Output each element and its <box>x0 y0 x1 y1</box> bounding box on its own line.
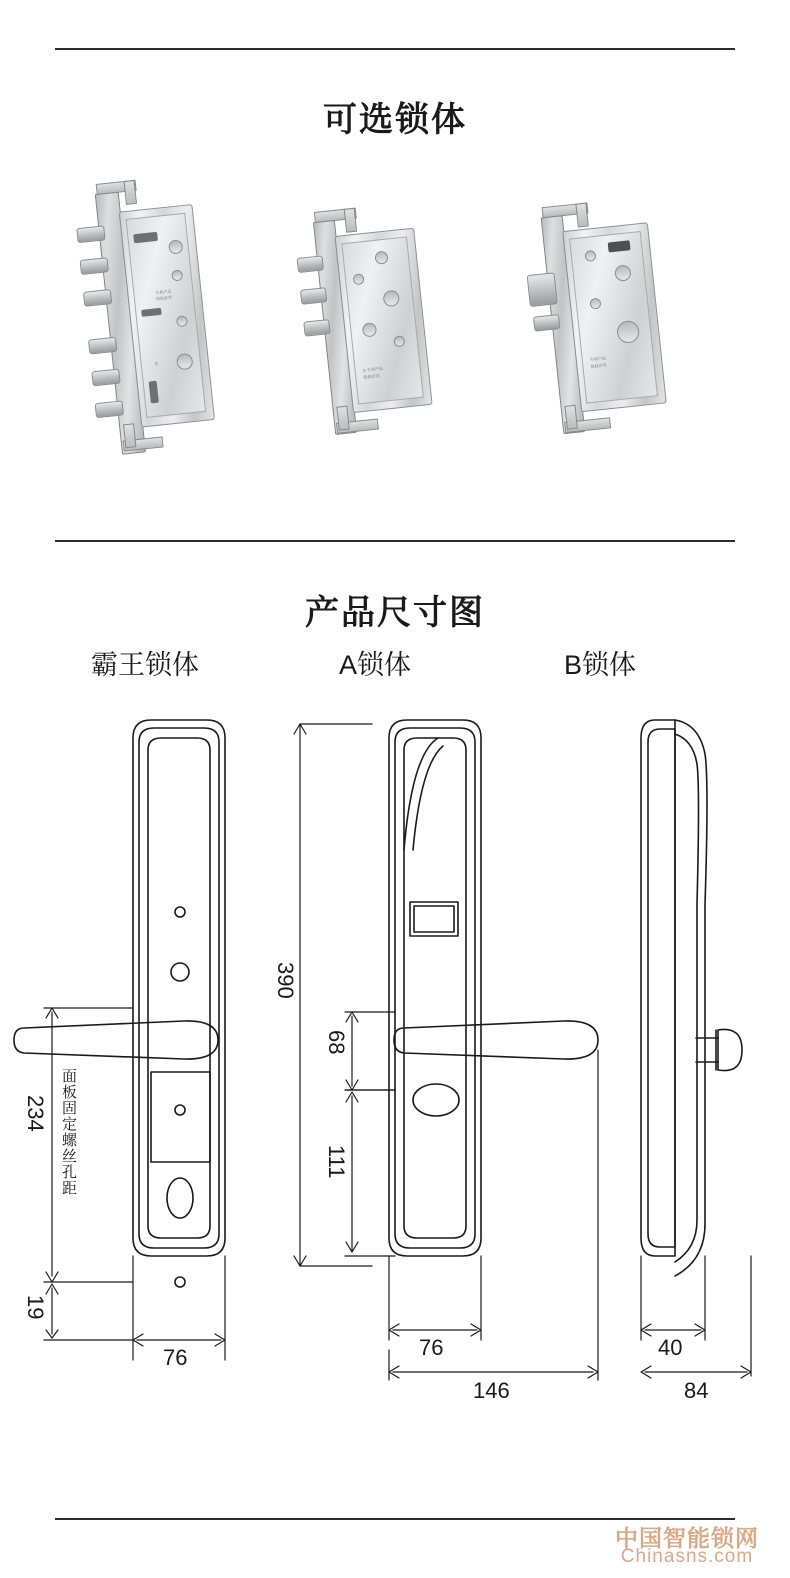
watermark-en: Chinasns.com <box>620 1546 754 1567</box>
watermark <box>602 1520 772 1572</box>
dim-label-front-width: 76 <box>163 1345 188 1370</box>
lockbody-image-2: 专利产品 侵权必究 <box>530 205 685 440</box>
front-panel-view <box>14 720 225 1287</box>
dim-label-lower-gap: 111 <box>324 1145 349 1179</box>
dim-note-screw-distance: 面板固定螺丝孔距 <box>60 1068 77 1196</box>
dim-label-depth-total: 84 <box>684 1378 709 1403</box>
lockbody-image-0: 专利产品 侵权必究 ღ <box>80 180 240 455</box>
divider-middle <box>55 540 735 542</box>
lockbody-caption-2: B锁体 <box>563 650 636 680</box>
dim-label-total-width: 146 <box>473 1378 510 1403</box>
lockbody-image-1: ღ 专利产品 侵权必究 <box>300 210 455 440</box>
lockbody-caption-0: 霸王锁体 <box>91 650 199 680</box>
page-title-dimensions: 产品尺寸图 <box>305 594 485 632</box>
dim-label-total-height: 390 <box>273 962 298 999</box>
side-panel-view <box>389 720 598 1256</box>
dim-label-handle-gap: 68 <box>324 1030 349 1055</box>
dimension-drawings <box>0 690 790 1430</box>
dim-label-depth-inner: 40 <box>658 1335 683 1360</box>
profile-view <box>641 720 742 1276</box>
page-title-lockbody: 可选锁体 <box>323 101 467 139</box>
lockbody-caption-1: A锁体 <box>338 650 411 680</box>
divider-top <box>55 48 735 50</box>
dim-label-front-offset: 19 <box>23 1295 48 1320</box>
dimension-svg <box>0 690 790 1430</box>
watermark-cn: 中国智能锁网 <box>615 1525 759 1551</box>
dim-label-front-height: 234 <box>23 1095 48 1132</box>
dim-label-side-width: 76 <box>419 1335 444 1360</box>
